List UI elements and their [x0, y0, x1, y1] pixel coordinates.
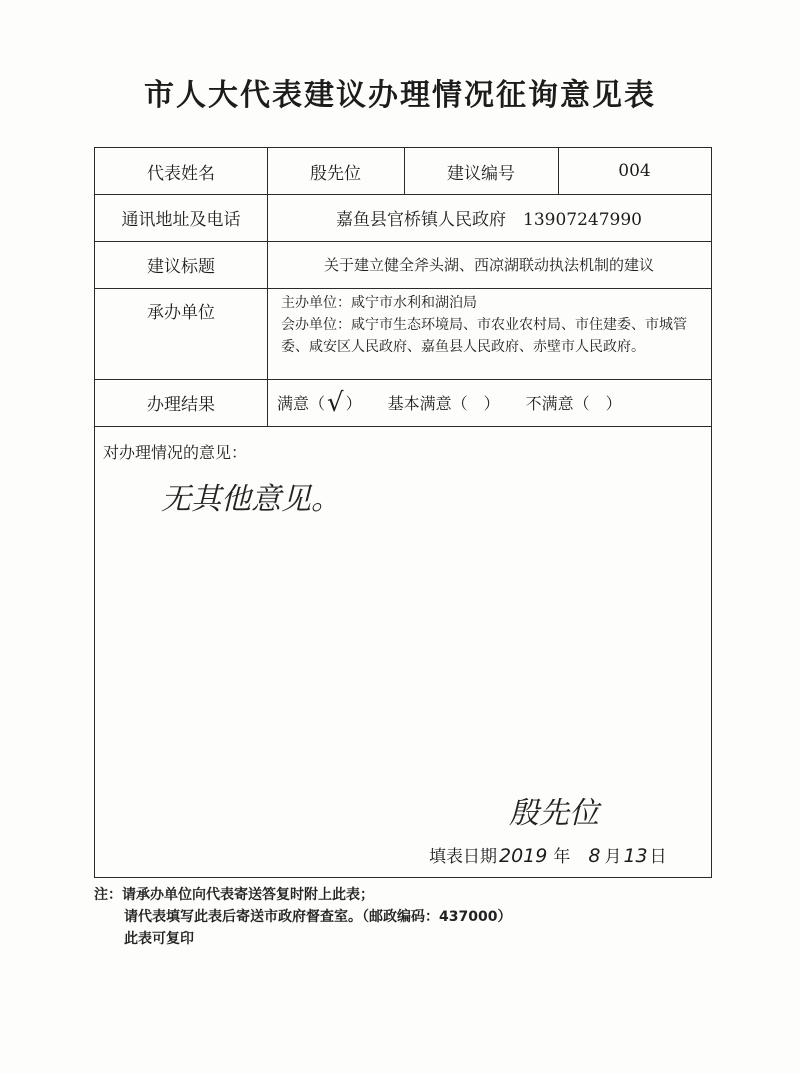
units-co: 会办单位：咸宁市生态环境局、市农业农村局、市住建委、市城管委、咸安区人民政府、嘉鱼县人民政府、赤壁市人民政府。 — [281, 317, 687, 355]
fill-date-day-unit: 日 — [649, 847, 667, 867]
proposal-number-value: 004 — [618, 161, 651, 181]
handwritten-opinion: 无其他意见。 — [161, 482, 341, 517]
subject-value: 关于建立健全斧头湖、西凉湖联动执法机制的建议 — [323, 256, 654, 274]
fill-date-month: 8 — [588, 845, 601, 867]
proposal-number-label: 建议编号 — [447, 163, 515, 184]
signature: 殷先位 — [509, 796, 599, 831]
units-label: 承办单位 — [147, 303, 215, 323]
fill-date-year-unit: 年 — [553, 847, 571, 867]
opinion-form-table — [94, 147, 712, 878]
opinion-label: 对办理情况的意见： — [103, 443, 248, 462]
fill-date-day: 13 — [623, 845, 648, 867]
row-divider — [95, 426, 711, 427]
result-unsatisfied: 不满意（ ） — [525, 394, 622, 413]
result-check-mark: √ — [327, 387, 344, 418]
fill-date-label: 填表日期 — [429, 847, 497, 867]
fill-date-year: 2019 — [499, 845, 548, 867]
footnotes — [94, 884, 511, 950]
fill-date-month-unit: 月 — [604, 847, 622, 867]
contact-value: 嘉鱼县官桥镇人民政府 13907247990 — [336, 210, 642, 230]
contact-label: 通讯地址及电话 — [121, 210, 241, 230]
rep-name-label: 代表姓名 — [147, 163, 215, 184]
subject-label: 建议标题 — [147, 257, 215, 277]
note-line-2: 请代表填写此表后寄送市政府督查室。（邮政编码：437000） — [124, 909, 512, 925]
units-value — [275, 290, 711, 378]
rep-name-value: 殷先位 — [310, 163, 361, 184]
result-satisfied-close: ） — [345, 394, 362, 413]
result-label: 办理结果 — [147, 395, 215, 415]
note-line-3: 此表可复印 — [124, 931, 194, 947]
note-line-1: 注：请承办单位向代表寄送答复时附上此表； — [94, 887, 374, 903]
fill-date — [429, 842, 667, 867]
result-basic-satisfied: 基本满意（ ） — [387, 394, 500, 413]
units-main: 主办单位：咸宁市水利和湖泊局 — [281, 295, 477, 311]
result-satisfied: 满意（ — [277, 394, 326, 413]
form-title: 市人大代表建议办理情况征询意见表 — [144, 78, 656, 113]
result-options — [277, 379, 711, 426]
